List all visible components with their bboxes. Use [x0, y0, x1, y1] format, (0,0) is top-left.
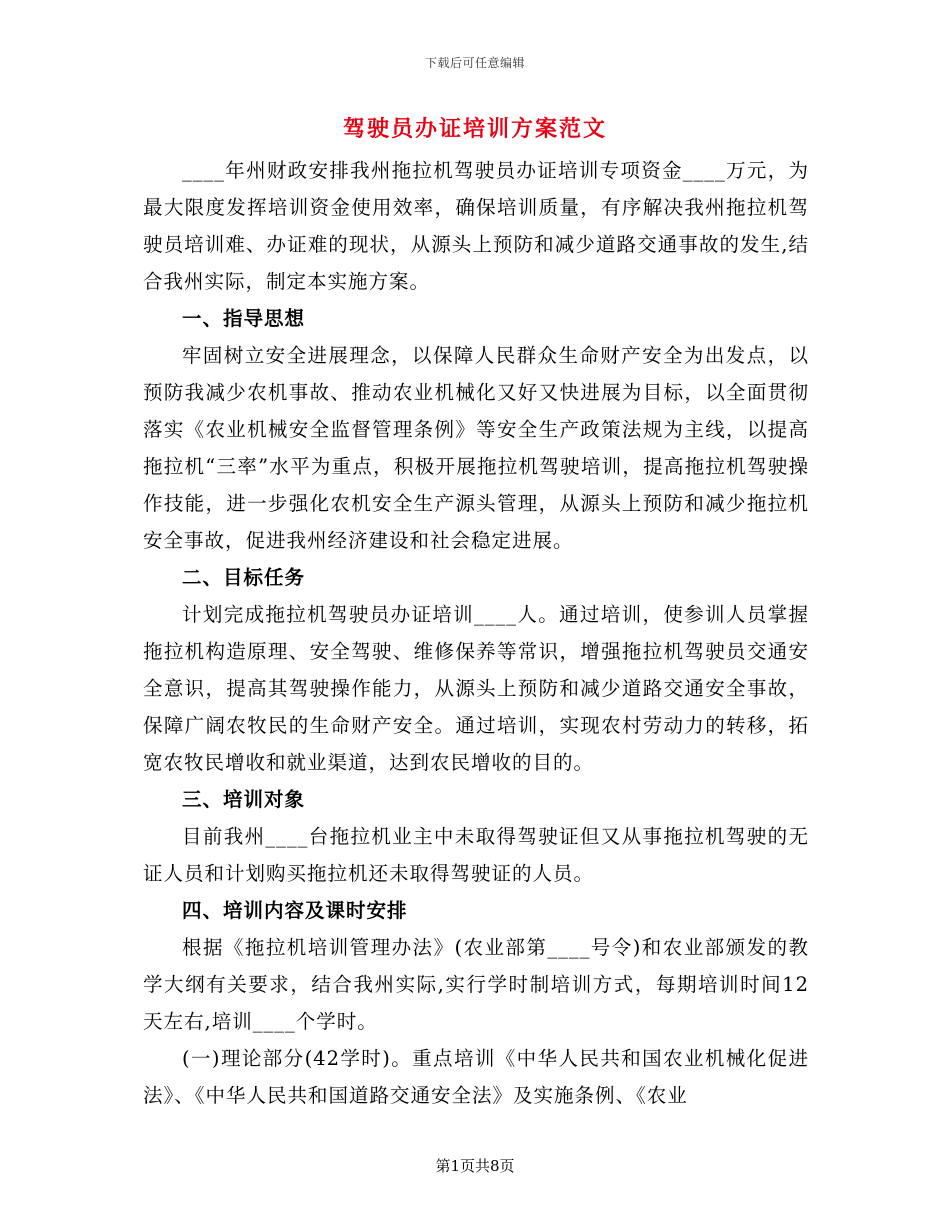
section-heading-content-schedule: 四、培训内容及课时安排	[182, 899, 408, 922]
section-paragraph-content-schedule: 根据《拖拉机培训管理办法》(农业部第____号令)和农业部颁发的教学大纲有关要求，结合我州实际,实行学时制培训方式，每期培训时间12天左右,培训____个学时。	[143, 936, 809, 1033]
section-heading-guiding-ideology: 一、指导思想	[182, 307, 306, 330]
section-paragraph-theory-part: (一)理论部分(42学时)。重点培训《中华人民共和国农业机械化促进法》、《中华人民共和国道路交通安全法》及实施条例、《农业	[143, 1047, 809, 1107]
page-footer-number: 第1页共8页	[435, 1157, 515, 1175]
section-heading-trainees: 三、培训对象	[182, 788, 306, 811]
document-title: 驾驶员办证培训方案范文	[342, 116, 607, 142]
page-header-note: 下载后可任意编辑	[424, 56, 525, 70]
section-heading-goals: 二、目标任务	[182, 566, 306, 589]
section-paragraph-guiding-ideology: 牢固树立安全进展理念，以保障人民群众生命财产安全为出发点，以预防我减少农机事故、推动农业机械化又好又快进展为目标，以全面贯彻落实《农业机械安全监督管理条例》等安全生产政策法规为主线，以提高拖拉机“三率”水平为重点，积极开展拖拉机驾驶培训，提高拖拉机驾驶操作技能，进一步强化农机安全生产源头管理，从源头上预防和减少拖拉机安全事故，促进我州经济建设和社会稳定进展。	[143, 344, 809, 552]
document-body	[143, 152, 809, 1114]
intro-paragraph: ____年州财政安排我州拖拉机驾驶员办证培训专项资金____万元，为最大限度发挥培训资金使用效率，确保培训质量，有序解决我州拖拉机驾驶员培训难、办证难的现状，从源头上预防和减少道路交通事故的发生,结合我州实际，制定本实施方案。	[143, 159, 809, 293]
section-paragraph-goals: 计划完成拖拉机驾驶员办证培训____人。通过培训，使参训人员掌握拖拉机构造原理、安全驾驶、维修保养等常识，增强拖拉机驾驶员交通安全意识，提高其驾驶操作能力，从源头上预防和减少道路交通安全事故，保障广阔农牧民的生命财产安全。通过培训，实现农村劳动力的转移，拓宽农牧民增收和就业渠道，达到农民增收的目的。	[143, 603, 809, 774]
section-paragraph-trainees: 目前我州____台拖拉机业主中未取得驾驶证但又从事拖拉机驾驶的无证人员和计划购买拖拉机还未取得驾驶证的人员。	[143, 825, 809, 885]
